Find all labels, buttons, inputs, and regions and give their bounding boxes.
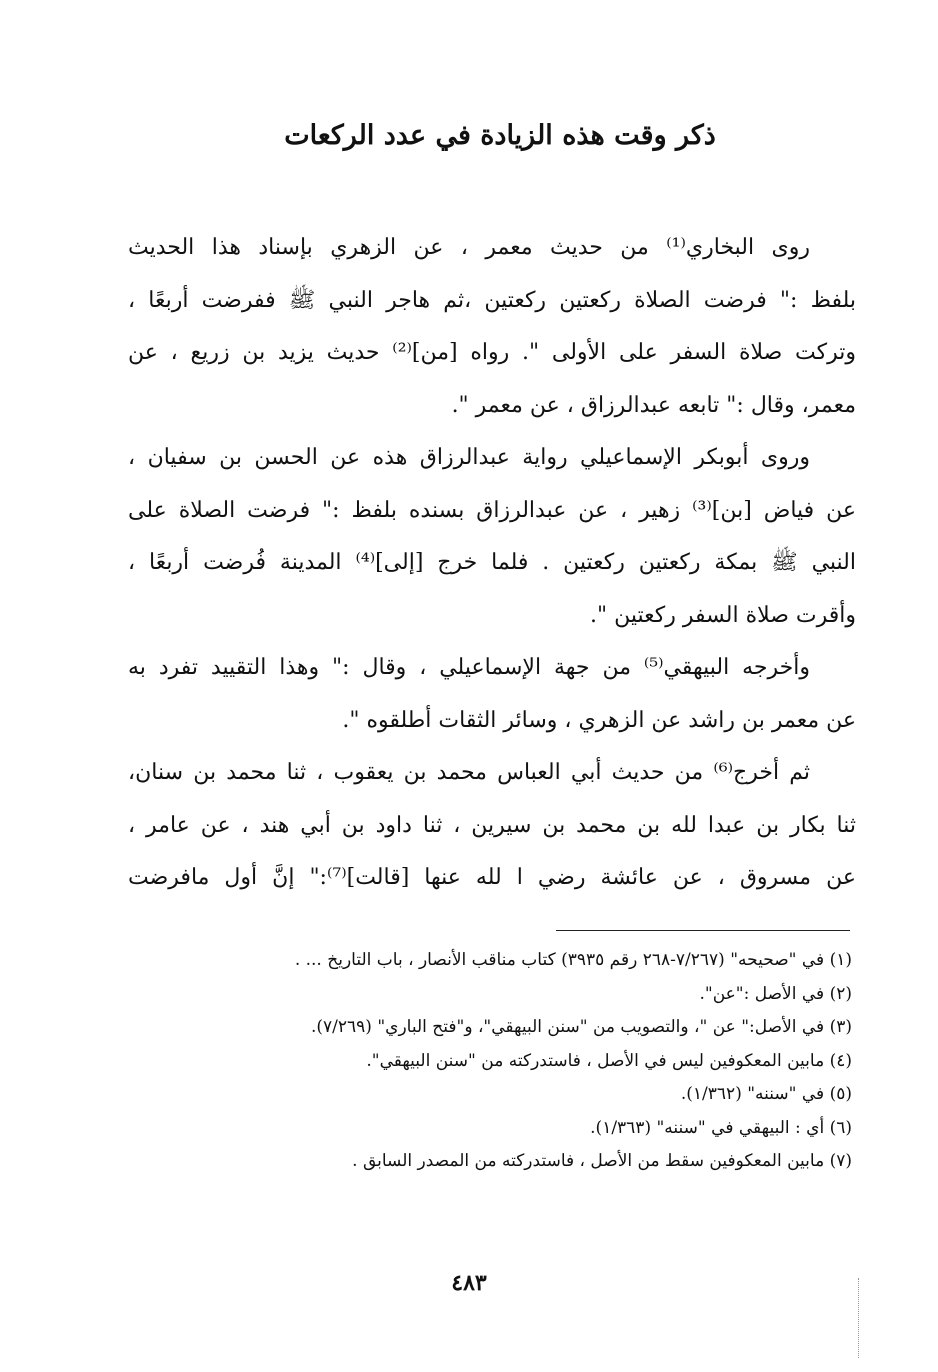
footnote: (٣) في الأصل:" عن "، والتصويب من "سنن البيهقي"، و"فتح الباري" (٧/٢٦٩). [310, 1017, 852, 1037]
footnote: (٢) في الأصل :"عن". [699, 983, 852, 1004]
body-line: النبي ﷺ بمكة ركعتين ركعتين . فلما خرج [إلى]⁽⁴⁾ المدينة فُرضت أربعًا ، [128, 550, 856, 575]
scan-margin-mark [858, 1278, 865, 1358]
chapter-title: ذكر وقت هذه الزيادة في عدد الركعات [284, 120, 716, 151]
page-number: ٤٨٣ [451, 1270, 487, 1296]
body-line: بلفظ :" فرضت الصلاة ركعتين ركعتين ،ثم هاجر النبي ﷺ ففرضت أربعًا ، [128, 287, 856, 313]
body-line: ثنا بكار بن عبدا لله بن محمد بن سيرين ، ثنا داود بن أبي هند ، عن عامر ، [128, 812, 856, 838]
body-line: عن معمر بن راشد عن الزهري ، وسائر الثقات أطلقوه ". [342, 707, 856, 733]
body-line: وأقرت صلاة السفر ركعتين ". [590, 602, 856, 628]
footnote: (١) في "صحيحه" (٧/٢٦٧-٢٦٨ رقم ٣٩٣٥) كتاب مناقب الأنصار ، باب التاريخ ... . [294, 950, 852, 970]
body-text [128, 222, 856, 905]
footnote-separator [556, 930, 850, 931]
footnote: (٥) في "سننه" (١/٣٦٢). [680, 1084, 852, 1104]
body-line: عن فياض [بن]⁽³⁾ زهير ، عن عبدالرزاق بسنده بلفظ :" فرضت الصلاة على [128, 497, 856, 523]
body-line: ثم أخرج⁽⁶⁾ من حديث أبي العباس محمد بن يعقوب ، ثنا محمد بن سنان، [128, 760, 810, 785]
body-line: عن مسروق ، عن عائشة رضي ا لله عنها [قالت]⁽⁷⁾:" إنَّ أول مافرضت [128, 865, 856, 890]
footnotes [150, 944, 852, 1179]
body-line: وتركت صلاة السفر على الأولى ". رواه [من]⁽²⁾ حديث يزيد بن زريع ، عن [128, 340, 856, 365]
footnote: (٤) مابين المعكوفين ليس في الأصل ، فاستدركته من "سنن البيهقي". [366, 1050, 852, 1071]
footnote: (٧) مابين المعكوفين سقط من الأصل ، فاستدركته من المصدر السابق . [352, 1151, 852, 1171]
body-line: وروى أبوبكر الإسماعيلي رواية عبدالرزاق هذه عن الحسن بن سفيان ، [128, 445, 810, 470]
body-line: روى البخاري⁽¹⁾ من حديث معمر ، عن الزهري بإسناد هذا الحديث [128, 235, 810, 260]
footnote: (٦) أي : البيهقي في "سننه" (١/٣٦٣). [590, 1117, 852, 1138]
body-line: معمر، وقال :" تابعه عبدالرزاق ، عن معمر ". [451, 392, 856, 418]
body-line: وأخرجه البيهقي⁽⁵⁾ من جهة الإسماعيلي ، وقال :" وهذا التقييد تفرد به [128, 655, 810, 680]
